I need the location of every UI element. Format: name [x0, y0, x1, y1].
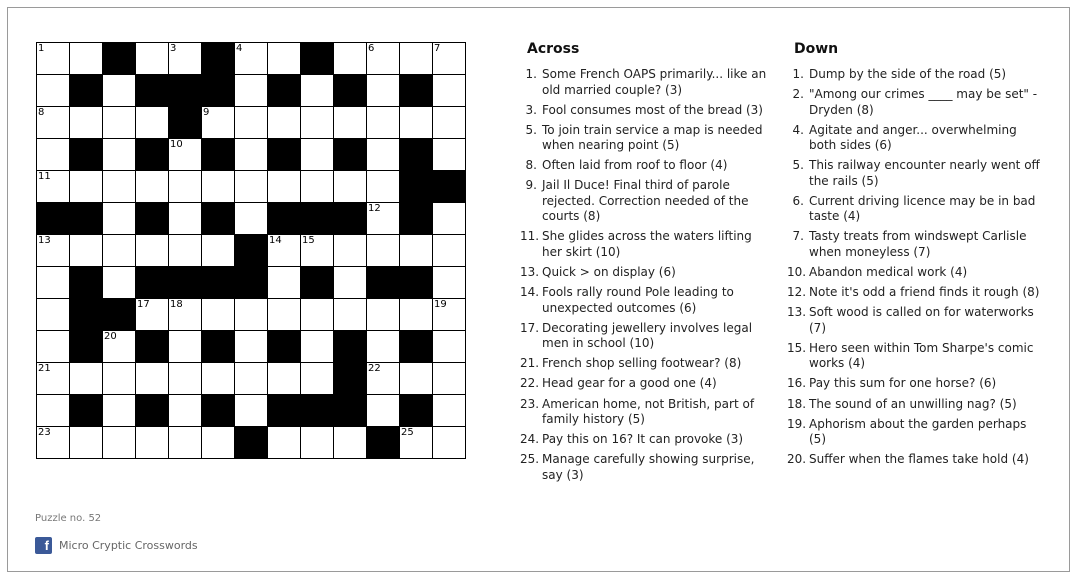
grid-block [70, 331, 103, 363]
grid-block [136, 139, 169, 171]
clue-number: 23. [520, 396, 540, 411]
grid-cell[interactable] [37, 395, 70, 427]
clue-text: To join train service a map is needed when nearing point (5) [542, 122, 763, 153]
grid-block [136, 267, 169, 299]
grid-cell[interactable] [70, 363, 103, 395]
grid-block [334, 331, 367, 363]
grid-cell[interactable] [433, 75, 466, 107]
grid-cell[interactable] [136, 107, 169, 139]
clue-text: Often laid from roof to floor (4) [542, 158, 728, 173]
clue-number: 6. [792, 193, 804, 208]
grid-cell[interactable] [301, 299, 334, 331]
grid-cell[interactable] [433, 267, 466, 299]
grid-cell[interactable] [301, 139, 334, 171]
grid-cell[interactable] [367, 395, 400, 427]
grid-block [268, 139, 301, 171]
grid-cell[interactable] [103, 171, 136, 203]
clue-number: 19. [787, 416, 807, 431]
clue-number: 2. [792, 87, 804, 102]
grid-cell[interactable] [433, 139, 466, 171]
grid-block [400, 139, 433, 171]
grid-cell[interactable] [103, 107, 136, 139]
grid-cell[interactable] [103, 427, 136, 459]
grid-block [433, 171, 466, 203]
clue-number: 1. [525, 67, 537, 81]
clue-number: 12. [787, 285, 807, 300]
grid-cell[interactable] [268, 427, 301, 459]
grid-cell[interactable] [367, 363, 400, 395]
grid-block [400, 395, 433, 427]
grid-cell[interactable] [70, 107, 103, 139]
grid-cell[interactable] [103, 363, 136, 395]
grid-block [400, 75, 433, 107]
grid-block [202, 395, 235, 427]
grid-cell[interactable] [136, 235, 169, 267]
grid-block [169, 107, 202, 139]
clue-number: 1. [792, 67, 804, 81]
grid-cell[interactable] [268, 363, 301, 395]
facebook-icon[interactable]: f [35, 537, 52, 554]
down-clue[interactable] [787, 194, 1047, 225]
grid-cell[interactable] [400, 107, 433, 139]
grid-cell[interactable] [367, 171, 400, 203]
grid-cell[interactable] [334, 427, 367, 459]
down-clue[interactable] [787, 417, 1047, 448]
grid-cell[interactable] [136, 363, 169, 395]
grid-cell[interactable] [169, 427, 202, 459]
grid-cell[interactable] [301, 75, 334, 107]
across-clue[interactable] [520, 67, 775, 98]
grid-cell[interactable] [202, 107, 235, 139]
clue-number: 21. [520, 356, 540, 371]
grid-block [70, 203, 103, 235]
grid-cell[interactable] [433, 43, 466, 75]
clue-text: Hero seen within Tom Sharpe's comic works (4) [809, 340, 1034, 371]
grid-cell[interactable] [235, 139, 268, 171]
across-clue[interactable] [520, 452, 775, 483]
grid-block [235, 235, 268, 267]
grid-cell[interactable] [268, 267, 301, 299]
clue-text: Suffer when the flames take hold (4) [809, 452, 1029, 467]
clue-text: Some French OAPS primarily... like an old married couple? (3) [542, 67, 767, 97]
across-clue-list [520, 67, 775, 483]
clue-number: 17. [520, 320, 540, 335]
grid-cell[interactable] [367, 203, 400, 235]
down-clue[interactable] [787, 158, 1047, 189]
grid-cell[interactable] [202, 363, 235, 395]
cell-number: 15 [302, 235, 315, 246]
grid-block [400, 331, 433, 363]
clue-number: 8. [525, 158, 537, 173]
across-clue[interactable] [520, 103, 775, 119]
facebook-link-label[interactable]: Micro Cryptic Crosswords [59, 538, 198, 552]
grid-cell[interactable] [301, 331, 334, 363]
grid-cell[interactable] [334, 43, 367, 75]
cell-number: 8 [38, 107, 45, 118]
grid-cell[interactable] [103, 203, 136, 235]
grid-cell[interactable] [235, 43, 268, 75]
clue-number: 14. [520, 285, 540, 300]
grid-cell[interactable] [202, 427, 235, 459]
clue-text: Quick > on display (6) [542, 265, 676, 280]
grid-block [301, 43, 334, 75]
grid-cell[interactable] [268, 299, 301, 331]
down-clue[interactable] [787, 229, 1047, 260]
grid-cell[interactable] [37, 75, 70, 107]
grid-cell[interactable] [37, 171, 70, 203]
grid-cell[interactable] [400, 43, 433, 75]
cell-number: 23 [38, 427, 51, 438]
clue-number: 18. [787, 396, 807, 411]
cell-number: 22 [368, 363, 381, 374]
down-clue[interactable] [787, 376, 1047, 392]
grid-cell[interactable] [268, 43, 301, 75]
down-heading: Down [794, 41, 839, 57]
across-clue[interactable] [520, 397, 775, 428]
grid-cell[interactable] [235, 203, 268, 235]
grid-cell[interactable] [367, 43, 400, 75]
grid-cell[interactable] [334, 267, 367, 299]
clue-text: French shop selling footwear? (8) [542, 356, 742, 371]
grid-cell[interactable] [70, 171, 103, 203]
grid-cell[interactable] [268, 235, 301, 267]
clue-text: Abandon medical work (4) [809, 265, 968, 280]
grid-block [70, 299, 103, 331]
grid-block [70, 75, 103, 107]
grid-block [202, 139, 235, 171]
across-clue[interactable] [520, 356, 775, 372]
clue-text: Current driving licence may be in bad taste (4) [809, 193, 1036, 224]
grid-cell[interactable] [301, 235, 334, 267]
cell-number: 14 [269, 235, 282, 246]
cell-number: 17 [137, 299, 150, 310]
grid-block [301, 203, 334, 235]
facebook-link[interactable] [35, 536, 198, 554]
grid-cell[interactable] [169, 171, 202, 203]
cell-number: 1 [38, 43, 45, 54]
grid-block [136, 395, 169, 427]
grid-cell[interactable] [268, 171, 301, 203]
grid-cell[interactable] [367, 75, 400, 107]
grid-cell[interactable] [301, 363, 334, 395]
grid-cell[interactable] [367, 299, 400, 331]
grid-block [169, 267, 202, 299]
clue-text: Dump by the side of the road (5) [809, 67, 1007, 81]
grid-cell[interactable] [433, 395, 466, 427]
grid-cell[interactable] [37, 363, 70, 395]
down-clue-list [787, 67, 1047, 468]
grid-cell[interactable] [202, 235, 235, 267]
cell-number: 18 [170, 299, 183, 310]
clue-text: Note it's odd a friend finds it rough (8) [809, 285, 1040, 300]
grid-cell[interactable] [268, 107, 301, 139]
grid-cell[interactable] [103, 331, 136, 363]
grid-cell[interactable] [169, 395, 202, 427]
cell-number: 7 [434, 43, 441, 54]
clue-text: American home, not British, part of family history (5) [542, 396, 755, 427]
grid-cell[interactable] [301, 427, 334, 459]
cell-number: 21 [38, 363, 51, 374]
clue-text: Head gear for a good one (4) [542, 376, 717, 391]
grid-block [70, 267, 103, 299]
across-clue[interactable] [520, 321, 775, 352]
clue-number: 13. [787, 305, 807, 320]
clue-number: 10. [787, 265, 807, 280]
clue-text: She glides across the waters lifting her skirt (10) [542, 229, 752, 259]
clue-number: 3. [525, 102, 537, 117]
down-clue[interactable] [787, 87, 1047, 118]
grid-block [202, 75, 235, 107]
clue-number: 15. [787, 340, 807, 355]
grid-cell[interactable] [367, 139, 400, 171]
grid-cell[interactable] [400, 235, 433, 267]
cell-number: 4 [236, 43, 243, 54]
across-clue[interactable] [520, 123, 775, 154]
clue-text: Soft wood is called on for waterworks (7) [809, 305, 1034, 335]
grid-block [103, 43, 136, 75]
grid-cell[interactable] [202, 299, 235, 331]
clue-text: Fool consumes most of the bread (3) [542, 102, 763, 117]
grid-cell[interactable] [400, 363, 433, 395]
grid-block [268, 75, 301, 107]
grid-block [301, 267, 334, 299]
grid-block [334, 139, 367, 171]
grid-cell[interactable] [169, 43, 202, 75]
grid-cell[interactable] [400, 299, 433, 331]
cell-number: 12 [368, 203, 381, 214]
clue-number: 22. [520, 376, 540, 391]
cell-number: 19 [434, 299, 447, 310]
grid-block [103, 299, 136, 331]
clue-number: 20. [787, 452, 807, 467]
down-clues-panel [787, 40, 1047, 472]
grid-cell[interactable] [433, 363, 466, 395]
cell-number: 6 [368, 43, 375, 54]
clue-text: "Among our crimes ____ may be set" - Dryden (8) [809, 87, 1038, 117]
grid-cell[interactable] [202, 171, 235, 203]
clue-number: 5. [792, 158, 804, 173]
cell-number: 11 [38, 171, 51, 182]
grid-cell[interactable] [37, 235, 70, 267]
grid-block [400, 267, 433, 299]
grid-cell[interactable] [433, 203, 466, 235]
grid-cell[interactable] [433, 427, 466, 459]
crossword-grid [36, 42, 466, 459]
grid-cell[interactable] [235, 395, 268, 427]
grid-cell[interactable] [334, 235, 367, 267]
cell-number: 13 [38, 235, 51, 246]
grid-cell[interactable] [37, 331, 70, 363]
grid-cell[interactable] [235, 107, 268, 139]
grid-cell[interactable] [136, 171, 169, 203]
across-clues-panel [520, 40, 775, 488]
grid-cell[interactable] [334, 107, 367, 139]
grid-cell[interactable] [37, 139, 70, 171]
grid-cell[interactable] [301, 107, 334, 139]
grid-cell[interactable] [169, 363, 202, 395]
grid-cell[interactable] [367, 331, 400, 363]
grid-cell[interactable] [169, 203, 202, 235]
clue-text: Pay this sum for one horse? (6) [809, 376, 997, 391]
clue-number: 13. [520, 265, 540, 280]
grid-cell[interactable] [400, 427, 433, 459]
grid-block [334, 203, 367, 235]
grid-block [334, 75, 367, 107]
grid-block [202, 43, 235, 75]
clue-number: 9. [525, 178, 537, 193]
cell-number: 3 [170, 43, 177, 54]
down-clue[interactable] [787, 265, 1047, 281]
grid-cell[interactable] [235, 75, 268, 107]
down-clue[interactable] [787, 397, 1047, 413]
grid-block [268, 395, 301, 427]
grid-block [235, 267, 268, 299]
grid-cell[interactable] [136, 427, 169, 459]
clue-text: Fools rally round Pole leading to unexpected outcomes (6) [542, 285, 734, 315]
grid-cell[interactable] [136, 43, 169, 75]
down-clue[interactable] [787, 305, 1047, 336]
grid-cell[interactable] [433, 299, 466, 331]
across-clue[interactable] [520, 158, 775, 174]
across-heading: Across [527, 41, 580, 57]
clue-number: 5. [525, 122, 537, 137]
clue-text: Decorating jewellery involves legal men in school (10) [542, 320, 753, 351]
across-clue[interactable] [520, 376, 775, 392]
clue-text: Jail Il Duce! Final third of parole rejected. Correction needed of the courts (8) [542, 178, 749, 224]
grid-cell[interactable] [367, 107, 400, 139]
grid-block [136, 75, 169, 107]
grid-cell[interactable] [103, 139, 136, 171]
across-clue[interactable] [520, 265, 775, 281]
across-clue[interactable] [520, 229, 775, 260]
clue-text: Manage carefully showing surprise, say (3) [542, 452, 755, 482]
grid-cell[interactable] [70, 427, 103, 459]
grid-block [235, 427, 268, 459]
grid-cell[interactable] [235, 331, 268, 363]
grid-cell[interactable] [37, 427, 70, 459]
clue-text: Agitate and anger... overwhelming both sides (6) [809, 122, 1017, 153]
grid-cell[interactable] [37, 107, 70, 139]
grid-cell[interactable] [103, 395, 136, 427]
down-clue[interactable] [787, 285, 1047, 301]
grid-block [136, 203, 169, 235]
grid-block [70, 395, 103, 427]
cell-number: 9 [203, 107, 210, 118]
grid-block [400, 203, 433, 235]
clue-number: 25. [520, 452, 540, 467]
cell-number: 25 [401, 427, 414, 438]
clue-text: Aphorism about the garden perhaps (5) [809, 416, 1027, 447]
down-clue[interactable] [787, 67, 1047, 83]
clue-number: 4. [792, 122, 804, 137]
grid-block [301, 395, 334, 427]
across-clue[interactable] [520, 178, 775, 225]
across-clue[interactable] [520, 432, 775, 448]
grid-block [202, 267, 235, 299]
grid-cell[interactable] [367, 235, 400, 267]
grid-cell[interactable] [433, 107, 466, 139]
grid-block [202, 203, 235, 235]
grid-block [202, 331, 235, 363]
grid-cell[interactable] [334, 299, 367, 331]
down-clue[interactable] [787, 123, 1047, 154]
down-clue[interactable] [787, 452, 1047, 468]
grid-block [169, 75, 202, 107]
grid-block [334, 363, 367, 395]
down-clue[interactable] [787, 341, 1047, 372]
grid-cell[interactable] [433, 331, 466, 363]
grid-cell[interactable] [103, 235, 136, 267]
grid-cell[interactable] [70, 43, 103, 75]
clue-number: 16. [787, 376, 807, 391]
grid-block [334, 395, 367, 427]
clue-number: 11. [520, 229, 540, 244]
grid-cell[interactable] [169, 235, 202, 267]
grid-cell[interactable] [169, 299, 202, 331]
grid-cell[interactable] [103, 267, 136, 299]
grid-cell[interactable] [70, 235, 103, 267]
grid-cell[interactable] [235, 363, 268, 395]
grid-block [136, 331, 169, 363]
clue-number: 7. [792, 229, 804, 244]
cell-number: 10 [170, 139, 183, 150]
grid-cell[interactable] [37, 267, 70, 299]
grid-cell[interactable] [235, 299, 268, 331]
grid-cell[interactable] [334, 171, 367, 203]
clue-text: Pay this on 16? It can provoke (3) [542, 432, 744, 447]
grid-cell[interactable] [169, 331, 202, 363]
clue-text: This railway encounter nearly went off the rails (5) [809, 158, 1040, 188]
clue-text: Tasty treats from windswept Carlisle when moneyless (7) [809, 229, 1027, 259]
grid-block [268, 203, 301, 235]
grid-block [268, 331, 301, 363]
grid-cell[interactable] [136, 299, 169, 331]
across-clue[interactable] [520, 285, 775, 316]
grid-cell[interactable] [169, 139, 202, 171]
grid-block [70, 139, 103, 171]
grid-block [367, 427, 400, 459]
grid-cell[interactable] [37, 299, 70, 331]
cell-number: 20 [104, 331, 117, 342]
grid-block [37, 203, 70, 235]
grid-block [400, 171, 433, 203]
grid-cell[interactable] [433, 235, 466, 267]
grid-cell[interactable] [37, 43, 70, 75]
grid-cell[interactable] [301, 171, 334, 203]
clue-number: 24. [520, 432, 540, 447]
grid-block [367, 267, 400, 299]
clue-text: The sound of an unwilling nag? (5) [809, 396, 1017, 411]
grid-cell[interactable] [235, 171, 268, 203]
puzzle-number-label: Puzzle no. 52 [35, 513, 102, 524]
grid-cell[interactable] [103, 75, 136, 107]
